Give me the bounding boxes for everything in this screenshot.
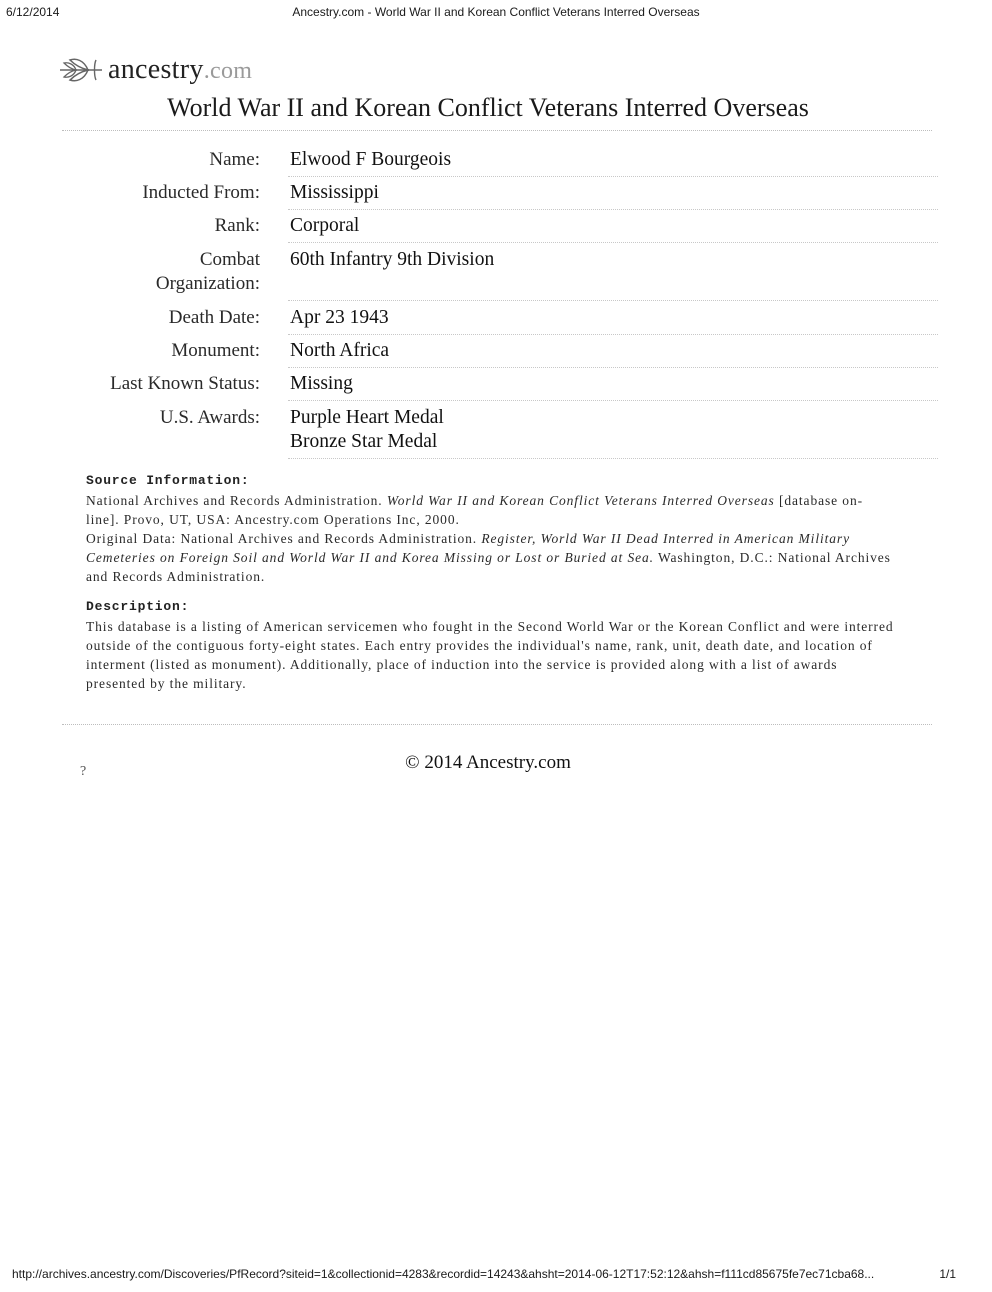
field-value: Missing: [290, 373, 353, 394]
field-divider: [288, 334, 938, 335]
field-label: Combat: [199, 249, 260, 270]
field-value: Elwood F Bourgeois: [290, 149, 452, 170]
field-value: 60th Infantry 9th Division: [290, 249, 495, 270]
print-page-number: 1/1: [939, 1267, 956, 1281]
field-value: Apr 23 1943: [290, 307, 389, 328]
field-label: Death Date:: [168, 307, 260, 328]
copyright: © 2014 Ancestry.com: [405, 752, 571, 773]
field-label: Organization:: [155, 273, 260, 294]
logo-wordmark: ancestry.com: [108, 54, 253, 85]
source-heading: Source Information:: [86, 473, 250, 488]
field-label: Last Known Status:: [110, 373, 260, 394]
field-divider: [288, 176, 938, 177]
description-heading: Description:: [86, 599, 190, 614]
bottom-divider: [62, 724, 932, 725]
field-divider: [288, 367, 938, 368]
print-header-title: Ancestry.com - World War II and Korean Conflict Veterans Interred Overseas: [292, 5, 700, 19]
source-citation: National Archives and Records Administration. World War II and Korean Conflict Veterans Interred Overseas [database on-line]. Provo, UT, USA: Ancestry.com Operations Inc, 2000.: [86, 493, 864, 527]
field-divider: [288, 300, 938, 301]
field-divider: [288, 242, 938, 243]
field-label: U.S. Awards:: [159, 407, 260, 428]
print-date: 6/12/2014: [6, 5, 60, 19]
field-label: Inducted From:: [142, 182, 260, 203]
field-divider: [288, 400, 938, 401]
field-label: Monument:: [171, 340, 260, 361]
page-title: World War II and Korean Conflict Veterans Interred Overseas: [167, 93, 809, 122]
field-divider: [288, 209, 938, 210]
field-value: Corporal: [290, 215, 360, 236]
print-footer-url: http://archives.ancestry.com/Discoveries/PfRecord?siteid=1&collectionid=4283&recordid=14243&ahsht=2014-06-12T17:52:12&ahsh=f111cd85675fe7ec71cba68...: [12, 1267, 875, 1281]
title-divider: [62, 130, 932, 131]
field-label: Name:: [209, 149, 260, 170]
award-item: Purple Heart Medal: [290, 407, 444, 428]
field-label: Rank:: [214, 215, 260, 236]
field-value: North Africa: [290, 340, 390, 361]
leaf-icon: [58, 54, 104, 86]
description-text: This database is a listing of American servicemen who fought in the Second World War or the Korean Conflict and were interred outside of the contiguous forty-eight states. Each entry provides the individual's name, rank, unit, death date, and location of interment (listed as monument). Additionally, place of induction into the service is provided along with a list of awards presented by the military.: [86, 619, 894, 691]
field-divider: [288, 458, 938, 459]
stray-mark: ?: [80, 764, 87, 779]
source-original-data: Original Data: National Archives and Records Administration. Register, World War II Dead Interred in American Military Cemeteries on Foreign Soil and World War II and Korea Missing or Lost or Buried at Sea. Washington, D.C.: National Archives and Records Administration.: [86, 531, 891, 584]
ancestry-logo[interactable]: [58, 52, 252, 88]
award-item: Bronze Star Medal: [290, 431, 438, 452]
field-value: Mississippi: [290, 182, 379, 203]
